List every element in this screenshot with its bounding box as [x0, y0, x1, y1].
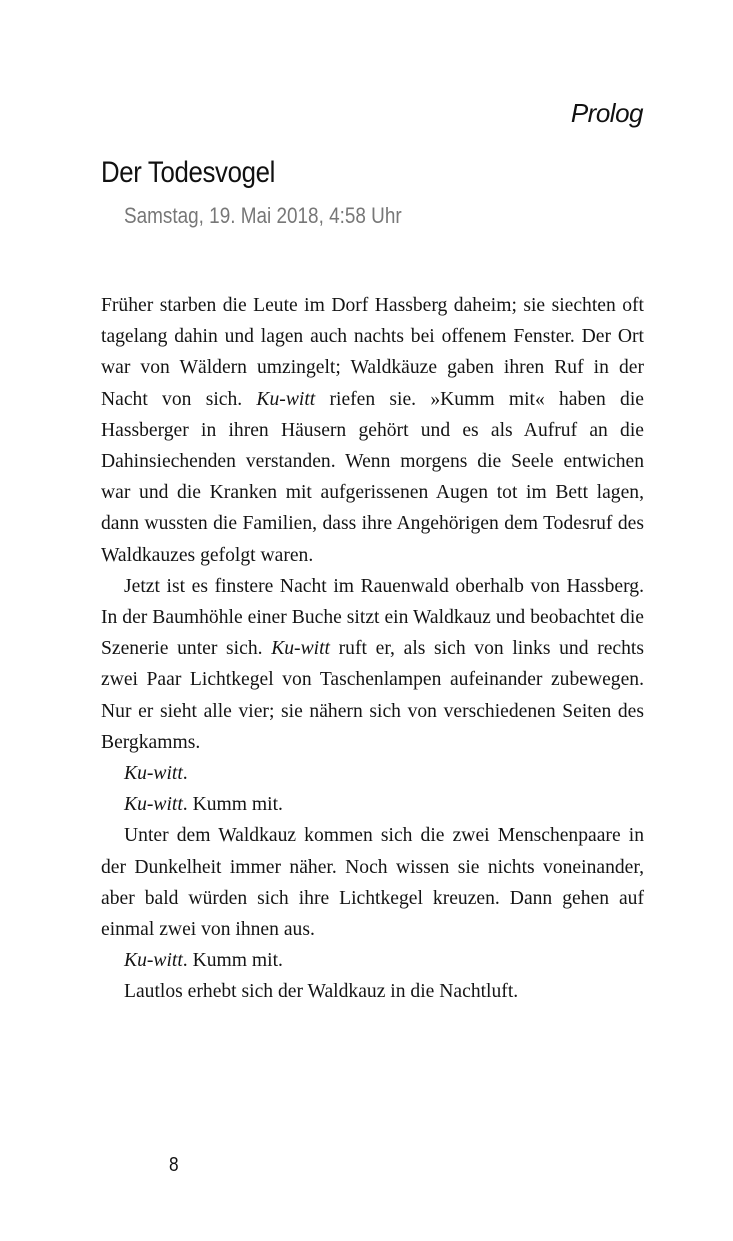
paragraph-6-text: . Kumm mit. [182, 950, 283, 972]
chapter-date: Samstag, 19. Mai 2018, 4:58 Uhr [124, 203, 402, 228]
paragraph-1-text-a: Früher starben die Leute im Dorf Hassberg daheim; sie siechten oft tagelang dahin und lagen auch nachts bei offenem Fenster. Der Ort war von Wäldern umzingelt; Waldkäuze gaben ihren Ruf in der Nacht von sich. [101, 295, 644, 410]
paragraph-2-text-b: ruft er, als sich von links und rechts zwei Paar Lichtkegel von Taschenlampen aufeinander zubewegen. Nur er sieht alle vier; sie nähern sich von verschiedenen Seiten des Bergkamms. [101, 638, 644, 753]
paragraph-7-text: Lautlos erhebt sich der Waldkauz in die Nachtluft. [124, 981, 519, 1003]
paragraph-1-italic: Ku-witt [256, 388, 316, 410]
paragraph-4 [101, 789, 644, 820]
chapter-title: Der Todesvogel [101, 156, 275, 189]
paragraph-3-text: . [182, 763, 188, 785]
section-label: Prolog [570, 98, 643, 128]
paragraph-5 [101, 820, 644, 945]
paragraph-1-text-b: riefen sie. »Kumm mit« haben die Hassberger in ihren Häusern gehört und es als Aufruf an die Dahinsiechenden verstanden. Wenn morgens die Seele entwichen war und die Kranken mit aufgerissenen Augen tot im Bett lagen, dann wussten die Familien, dass ihre Angehörigen dem Todesruf des Waldkauzes gefolgt waren. [101, 388, 644, 566]
paragraph-2-text-a: Jetzt ist es finstere Nacht im Rauenwald oberhalb von Hassberg. In der Baumhöhle einer Buche sitzt ein Waldkauz und beobachtet die Szenerie unter sich. [101, 575, 644, 660]
paragraph-6 [101, 945, 644, 976]
paragraph-1 [101, 290, 644, 571]
paragraph-3-italic: Ku-witt [124, 763, 183, 785]
paragraph-2 [101, 571, 644, 758]
body-text [101, 290, 644, 1008]
paragraph-5-text: Unter dem Waldkauz kommen sich die zwei Menschenpaare in der Dunkelheit immer näher. Noch wissen sie nichts voneinander, aber bald würden sich ihre Lichtkegel kreuzen. Dann gehen auf einmal zwei von ihnen aus. [101, 825, 644, 941]
paragraph-7 [101, 976, 644, 1007]
paragraph-2-italic: Ku-witt [271, 638, 330, 660]
paragraph-4-text: . Kumm mit. [182, 794, 283, 816]
paragraph-6-italic: Ku-witt [124, 950, 183, 972]
page-number: 8 [169, 1154, 179, 1176]
paragraph-4-italic: Ku-witt [124, 794, 183, 816]
paragraph-3 [101, 758, 644, 789]
